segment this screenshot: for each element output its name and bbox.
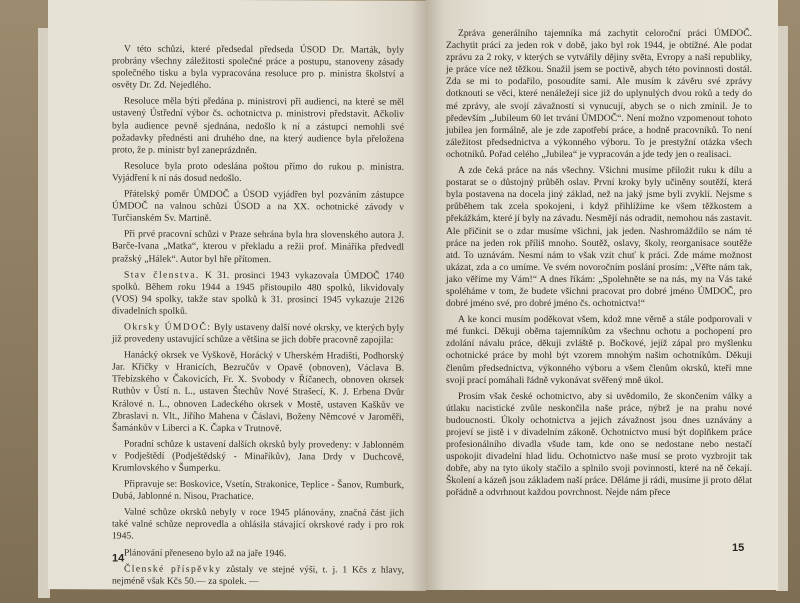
paragraph-text: Při prvé pracovní schůzi v Praze sehrána byla hra slovenského autora J. Barče-Ivana „Matka“, kterou v překladu a režii prof. Mináříka předvedl pražský „Hálek“. Autor byl hře přítomen. — [112, 228, 404, 265]
right-page-number: 15 — [732, 542, 745, 554]
paragraph — [446, 165, 752, 310]
paragraph-text: Zpráva generálního tajemníka má zachytit celoroční práci ÚMDOČ. Zachytit práci za jeden rok v době, jako byl rok 1944, je obtížné. Ale podat zprávu za 2 roky, v kterých se vytvářily dějiny světa, Evropy a naší republiky, je práce více než těžkou. Snažil jsem se poctivě, abych této povinnosti dostál. Zda se mi to podařilo, posoudíte sami. Ale musím k závěru své zprávy dotknouti se věci, které nenáležejí sice již do uplynulých dvou roků a tedy do mé zprávy, ale svojí závažností si vynucují, abych se o nich zmínil. Je to především „Jubileum 60 let trvání ÚMDOČ“. Není možno vzpomenout tohoto jubilea jen formálně, ale je zde zapotřebí práce, a hodně pracovníků. To není záležitost předsednictva a výkonného výboru. To je prestyžní otázka všech ochotníků. Pořad celého „Jubilea“ je vypracován a jde tedy jen o realisaci. — [446, 28, 752, 160]
paragraph — [112, 188, 404, 226]
paragraph-lead: Stav členstva. — [124, 269, 200, 281]
paragraph-text: Resoluce byla proto odeslána poštou přímo do rukou p. ministra. Vyjádření k ní nás dosud nedošlo. — [112, 160, 404, 184]
paragraph-text: A ke konci musím poděkovat všem, kdož mne věrně a stále podporovali v mé funkci. Děkuji oběma tajemníkům za všechnu ochotu a pochopení pro zdolání návalu práce, děkuji zvláště p. Bočkové, jejíž zápal pro myšlenku ochotnické práce by mohl být vzorem mnohým našim ochotníkům. Děkuji členům předsednictva, výkonného výboru a všem členům okrsků, kteří mne svojí prací pomáhali řádně vykonávat svěřený mně úkol. — [446, 314, 752, 386]
paragraph — [112, 350, 404, 436]
paragraph — [112, 160, 404, 185]
paragraph — [112, 479, 404, 504]
paragraph-lead: Okrsky ÚMDOČ: — [124, 321, 212, 333]
paragraph — [112, 438, 404, 476]
left-page — [48, 0, 426, 591]
paragraph — [112, 547, 404, 560]
paragraph-text: zůstaly ve stejné výši, t. j. 1 Kčs z hlavy, nejméně však Kčs 50.— za spolek. — — [112, 563, 404, 587]
paragraph-text: Připravuje se: Boskovice, Vsetín, Strakonice, Teplice - Šanov, Rumburk, Dubá, Jablonné n. Nisou, Prachatice. — [112, 478, 404, 503]
paragraph-text: Byly ustaveny další nové okrsky, ve kterých byly již provedeny ustavující schůze a většina se jich dobře pracovně zapojila: — [112, 321, 404, 346]
paragraph-text: Resoluce měla býti předána p. ministrovi při audienci, na které se měl ustavený Ústřední výbor čs. ochotnictva p. ministrovi představit. Ačkoliv byla audience pevně sjednána, nedošlo k ní a zástupci nemohli své požadavky přednésti ani druhého dne, na který audience byla přeložena proto, že p. ministr byl zaneprázdněn. — [112, 95, 404, 156]
paragraph-text: Prosím však české ochotnictvo, aby si uvědomilo, že skončením války a útlaku nacistické zvůle neskončila naše práce, nýbrž je na prahu nové budoucnosti. Úkoly ochotnictva a jejich závažnost jsou dnes uznávány a projeví se jistě i v divadelním zákoně. Ochotnictvo musí být doplňkem práce profesionálního divadla všude tam, kde ono se nedostane nebo nestačí uspokojit divadelní hlad lidu. Ochotnictvo naše musí se proto vyzbrojit tak dobře, aby na tyto úkoly stačilo a splnilo svoji povinnosti, které na ně čekají. Školení a kázeň jsou základem naší práce. Děláme ji rádi, musíme ji proto dělat pořádně a odvrhnout každou povrchnost. Nejde nám přece — [446, 390, 752, 499]
paragraph-lead: Členské příspěvky — [124, 563, 222, 575]
paragraph — [446, 314, 752, 387]
paragraph-text: Plánování přeneseno bylo až na jaře 1946. — [124, 547, 287, 559]
paragraph — [446, 28, 752, 161]
left-page-number: 14 — [112, 552, 125, 565]
paragraph — [112, 229, 404, 267]
paragraph-text: Přátelský poměr ÚMDOČ a ÚSOD vyjádřen byl pozváním zástupce ÚMDOČ na valnou schůzi ÚSOD a na XX. ochotnické závody v Turčianském Sv. Martině. — [112, 188, 404, 225]
paragraph — [112, 96, 404, 158]
paragraph — [112, 269, 404, 319]
paragraph — [112, 507, 404, 545]
paragraph-text: Poradní schůze k ustavení dalších okrsků byly provedeny: v Jablonném v Podještědí (Podještědský - Minaříkův), Jana Drdy v Duchcově, Krumlovského v Šumperku. — [112, 438, 404, 474]
paragraph-text: V této schůzi, které předsedal předseda ÚSOD Dr. Marták, byly probrány všechny záležitosti společné práce a postupu, stanoveny zásady společného tisku a byla vypracována resoluce pro p. ministra školství a osvěty Dr. Zd. Nejedlého. — [112, 43, 404, 92]
paragraph-text: A zde čeká práce na nás všechny. Všichni musíme přiložit ruku k dílu a postarat se o důstojný průběh oslav. První kroky byly učiněny soutěží, která byla postavena na docela jiný základ, než na jaký jsme byli zvyklí. Nejsme s průběhem tak zcela spokojeni, i když přihlížíme ke všem těžkostem a překážkám, které jí byly na závadu. Nesmějí nás odradit, nemohou nás zastavit. Ale přičinit se o zdar musíme všichni, jak jeden. Nashromáždilo se nám té práce na jeden rok příliš mnoho. Soutěž, oslavy, školy, reorganisace soutěže atd. To uznávám. Nesmí nám to však vzít chuť k práci. Zde máme možnost ukázat, zda a co umíme. Ve svém novoročním poslání prosím: „Věřte nám tak, jako věříme my Vám!“ A dnes říkám: „Spolehněte se na nás, my na Vás také spoléháme v tom, že budete všichni pracovat pro dobré jméno ÚMDOČ, pro dobré jméno své, pro dobré jméno čs. ochotnictva!“ — [446, 165, 752, 310]
left-page-text — [112, 43, 404, 590]
paragraph-text: K 31. prosinci 1943 vykazovala ÚMDOČ 1740 spolků. Během roku 1944 a 1945 přistoupilo 480 spolků, likvidovaly (VOS) 94 spolky, takže stav spolků k 31. prosinci 1945 vykazuje 2126 divadelních spolků. — [112, 269, 405, 317]
paragraph-text: Hanácký okrsek ve Vyškově, Horácký v Uherském Hradišti, Podhorský Jar. Křičky v Hranicích, Bezručův v Opavě (obnoven), Václava B. Třebízského v Čakovicích, Fr. X. Svobody v Říčanech, obnoven okrsek Ruthův v Ústí n. L., ustaven Štechův Nové Strašecí, K. J. Erbena Dvůr Králové n. L., obnoven Ladeckého okrsek v Mostě, ustaven Kaškův ve Zbraslavi n. Vlt., Jiřího Mahena v Čáslavi, Boženy Němcové v Jaroměři, Šamánkův v Liberci a K. Čapka v Trutnově. — [112, 349, 404, 434]
paragraph — [112, 321, 404, 346]
paragraph — [446, 391, 752, 500]
paragraph — [112, 43, 404, 93]
paragraph — [112, 563, 404, 588]
right-page — [426, 0, 778, 590]
right-page-text — [446, 28, 752, 504]
paragraph-text: Valné schůze okrsků nebyly v roce 1945 plánovány, značná část jich také valné schůze neprovedla a ohlásila stávající okrskové rady i pro rok 1945. — [112, 506, 404, 543]
